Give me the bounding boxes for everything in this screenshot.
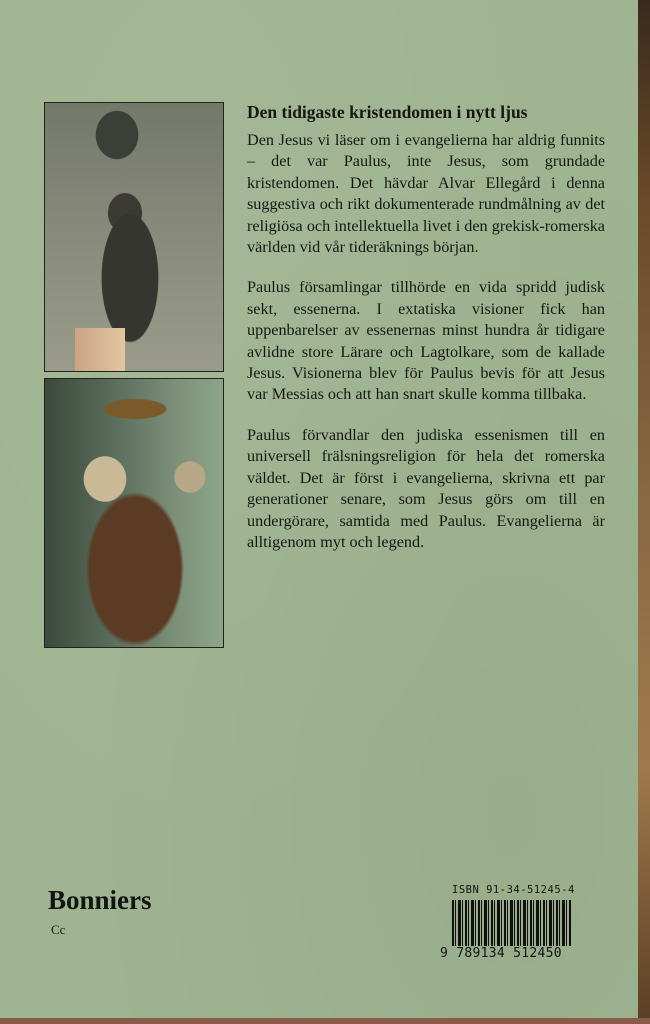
publisher-name: Bonniers [48,885,152,915]
madonna-child-statue-photo [44,378,224,648]
barcode-digits: 9 789134 512450 [440,946,562,961]
blurb-paragraph-2: Paulus församlingar tillhörde en vida spridd judisk sekt, essenerna. I extatiska visioner fick han uppenbarelser av essenernas minst hundra år tidigare avlidne store Lärare och Lagtolkare, som de kallade Jesus. Visionerna blev för Paulus bevis för att Jesus var Messias och att han snart skulle komma tillbaka. [247,278,605,404]
statue-pedestal [75,328,125,371]
isbn-label: ISBN 91-34-51245-4 [452,884,575,896]
blurb-paragraph-1: Den Jesus vi läser om i evangelierna har aldrig funnits – det var Paulus, inte Jesus, som grundade kristendomen. Det hävdar Alvar Ellegård i denna suggestiva och rikt dokumenterade rundmålning av det religiösa och intellektuella livet i den grekisk-romerska världen vid vår tideräknings början. [247,131,605,257]
blurb-heading: Den tidigaste kristendomen i nytt ljus [247,102,528,122]
barcode [452,900,572,946]
publisher-code: Cc [51,922,66,937]
blurb-column [247,101,605,572]
isis-horus-statue-photo [44,102,224,372]
cover-bottom-edge [0,1018,650,1024]
adjacent-book-spine [638,0,650,1024]
blurb-paragraph-3: Paulus förvandlar den judiska essenismen till en universell frälsningsreligion för hela det romerska väldet. Det är först i evangelierna, skrivna ett par generationer senare, som Jesus görs om till en undergörare, samtida med Paulus. Evangelierna är alltigenom myt och legend. [247,425,605,551]
